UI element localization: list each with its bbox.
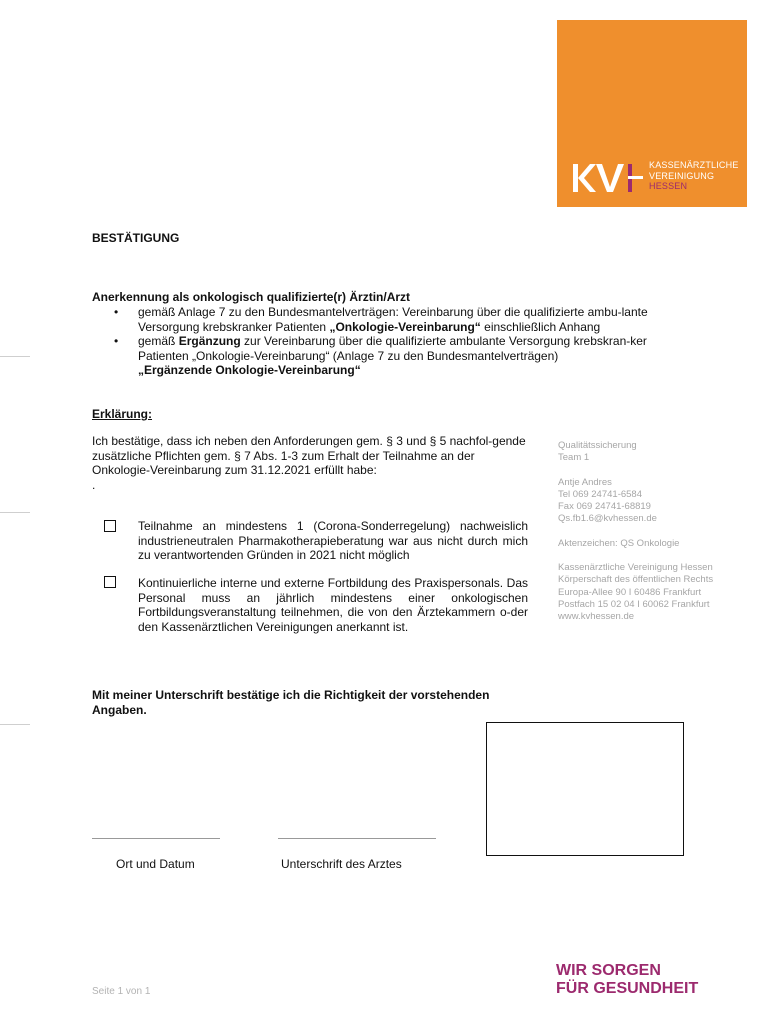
slogan-line: WIR SORGEN	[556, 962, 661, 979]
contact-address: Europa-Allee 90 I 60486 Frankfurt	[558, 586, 702, 598]
declaration-dot: .	[92, 477, 96, 492]
contact-postbox: Postfach 15 02 04 I 60062 Frankfurt	[558, 598, 710, 610]
contact-info	[558, 440, 738, 624]
document-title: BESTÄTIGUNG	[92, 231, 180, 245]
fold-mark	[0, 724, 30, 725]
bullet-marker: •	[114, 334, 119, 348]
slogan	[556, 962, 698, 998]
contact-org-type: Körperschaft des öffentlichen Rechts	[558, 574, 714, 586]
contact-fax: Fax 069 24741-68819	[558, 501, 651, 513]
contact-web[interactable]: www.kvhessen.de	[558, 611, 635, 623]
contact-name: Antje Andres	[558, 476, 612, 488]
place-date-line[interactable]	[92, 838, 220, 839]
slogan-line: FÜR GESUNDHEIT	[556, 980, 699, 997]
checkbox-staff-training[interactable]	[104, 576, 116, 588]
bullet-text-part: gemäß Anlage 7 zu den Bundesmantelverträgen: Vereinbarung über die qualifizierte ambu-lante Versorgung krebskranker Patienten	[138, 305, 648, 334]
bullet-text-part: zur Vereinbarung über die qualifizierte ambulante Versorgung krebskran-ker Patienten „Onkologie-Vereinbarung“ (Anlage 7 zu den Bundesmantelverträgen)	[138, 334, 647, 363]
checkbox-corona-pharmacotherapy[interactable]	[104, 520, 116, 532]
bullet-bold-part: „Onkologie-Vereinbarung“	[329, 319, 481, 334]
fold-mark	[0, 512, 30, 513]
subtitle: Anerkennung als onkologisch qualifizierte(r) Ärztin/Arzt	[92, 290, 411, 304]
checkbox-label: Kontinuierliche interne und externe Fortbildung des Praxispersonals. Das Personal muss an jährlich mindestens einer onkologischen Fortbildungsveranstaltung teilnehmen, die von den Ärztekammern o-der den Kassenärztlichen Vereinigungen anerkannt ist.	[138, 576, 528, 634]
declaration-text	[92, 434, 532, 492]
logo-line: KASSENÄRZTLICHE	[649, 160, 739, 170]
stamp-box[interactable]	[486, 722, 684, 856]
bullet-marker: •	[114, 305, 119, 319]
bullet-bold-part: Ergänzung	[178, 334, 241, 348]
bullet-text	[138, 305, 670, 334]
contact-team: Team 1	[558, 452, 590, 464]
checkbox-label: Teilnahme an mindestens 1 (Corona-Sonderregelung) nachweislich industrieneutralen Pharmakotherapieberatung war aus nicht durch mich zu verantwortenden Gründen in 2021 nicht möglich	[138, 519, 528, 562]
bullet-bold-part: „Ergänzende Onkologie-Vereinbarung“	[138, 363, 361, 377]
declaration-body: Ich bestätige, dass ich neben den Anforderungen gem. § 3 und § 5 nachfol-gende zusätzliche Pflichten gem. § 7 Abs. 1-3 zum Erhalt der Teilnahme an der Onkologie-Vereinbarung zum 31.12.2021 erfüllt habe:	[92, 434, 526, 477]
contact-email[interactable]: Qs.fb1.6@kvhessen.de	[558, 513, 657, 525]
place-date-label: Ort und Datum	[116, 857, 195, 871]
contact-tel: Tel 069 24741-6584	[558, 488, 642, 500]
kv-hessen-logo	[557, 20, 747, 207]
logo-line: VEREINIGUNG	[649, 170, 715, 181]
bullet-text	[138, 334, 670, 378]
contact-dept: Qualitätssicherung	[558, 440, 637, 451]
kv-logo-mark-icon	[573, 161, 643, 195]
contact-ref: Aktenzeichen: QS Onkologie	[558, 537, 680, 549]
signature-label: Unterschrift des Arztes	[281, 857, 402, 871]
confirmation-text: Mit meiner Unterschrift bestätige ich die Richtigkeit der vorstehenden Angaben.	[92, 688, 490, 717]
bullet-text-part: gemäß	[138, 334, 179, 348]
bullet-text-part: einschließlich Anhang	[480, 319, 601, 334]
declaration-heading: Erklärung:	[92, 407, 153, 421]
contact-org: Kassenärztliche Vereinigung Hessen	[558, 562, 713, 574]
fold-mark	[0, 356, 30, 357]
page-number: Seite 1 von 1	[92, 986, 151, 997]
logo-line: HESSEN	[649, 181, 688, 191]
signature-line[interactable]	[278, 838, 436, 839]
logo-text	[649, 160, 739, 192]
